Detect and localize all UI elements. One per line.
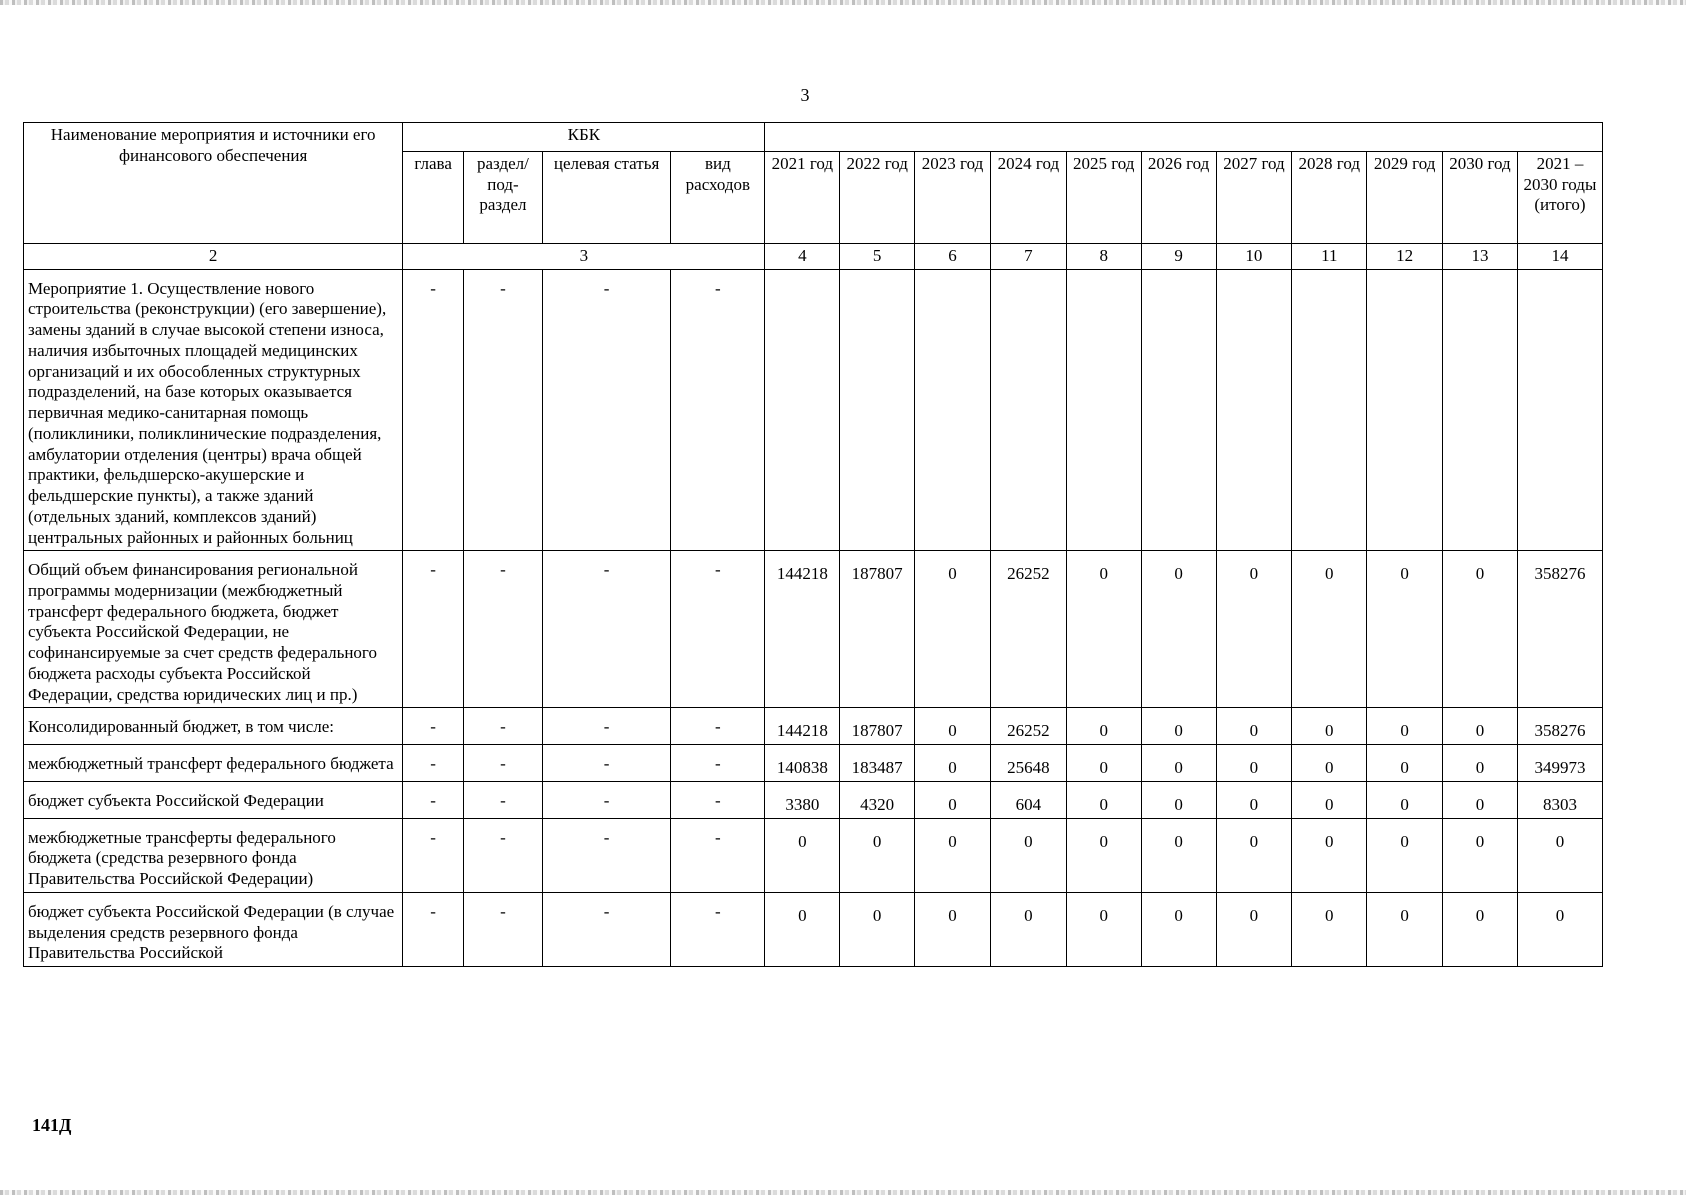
value-cell	[1367, 269, 1443, 551]
value-cell: 349973	[1517, 745, 1602, 782]
year-col-2029: 2029 год	[1367, 152, 1443, 244]
value-cell	[915, 269, 991, 551]
value-cell: 0	[1443, 818, 1518, 892]
value-cell: 4320	[840, 781, 915, 818]
value-cell: 0	[1367, 892, 1443, 966]
value-cell: 0	[1443, 781, 1518, 818]
value-cell: 144218	[765, 551, 840, 708]
row-name: межбюджетный трансферт федерального бюджета	[24, 745, 403, 782]
kbk-cell: -	[542, 818, 670, 892]
document-code: 141Д	[32, 1115, 72, 1135]
row-name: Общий объем финансирования региональной программы модернизации (межбюджетный трансферт федерального бюджета, бюджет субъекта Российской Федерации, не софинансируемые за счет средств федерального бюджета расходы субъекта Российской Федерации, средства юридических лиц и пр.)	[24, 551, 403, 708]
value-cell: 0	[765, 892, 840, 966]
column-index-row	[24, 244, 1603, 270]
year-col-2024: 2024 год	[990, 152, 1066, 244]
table-row	[24, 781, 1603, 818]
index-cell: 2	[24, 244, 403, 270]
index-cell: 14	[1517, 244, 1602, 270]
index-cell: 12	[1367, 244, 1443, 270]
kbk-cell: -	[542, 269, 670, 551]
value-cell: 0	[915, 745, 991, 782]
value-cell: 187807	[840, 708, 915, 745]
page-number: 3	[800, 85, 810, 105]
value-cell: 0	[1292, 745, 1367, 782]
value-cell: 0	[1517, 892, 1602, 966]
value-cell	[840, 269, 915, 551]
value-cell: 0	[1216, 708, 1292, 745]
index-cell: 3	[403, 244, 765, 270]
kbk-cell: -	[671, 892, 765, 966]
value-cell: 0	[915, 551, 991, 708]
row-name: бюджет субъекта Российской Федерации	[24, 781, 403, 818]
value-cell: 0	[1216, 892, 1292, 966]
header-row-1	[24, 123, 1603, 152]
kbk-cell: -	[463, 269, 542, 551]
value-cell: 0	[1066, 781, 1141, 818]
value-cell: 358276	[1517, 551, 1602, 708]
kbk-cell: -	[403, 818, 464, 892]
value-cell: 26252	[990, 708, 1066, 745]
value-cell: 0	[915, 892, 991, 966]
kbk-cell: -	[403, 708, 464, 745]
value-cell	[990, 269, 1066, 551]
value-cell	[1216, 269, 1292, 551]
year-col-2023: 2023 год	[915, 152, 991, 244]
value-cell: 0	[990, 818, 1066, 892]
index-cell: 7	[990, 244, 1066, 270]
value-cell: 26252	[990, 551, 1066, 708]
table-row	[24, 708, 1603, 745]
year-col-2027: 2027 год	[1216, 152, 1292, 244]
table-row	[24, 818, 1603, 892]
index-cell: 13	[1443, 244, 1518, 270]
kbk-cell: -	[463, 781, 542, 818]
years-group-header	[765, 123, 1603, 152]
value-cell: 0	[1367, 781, 1443, 818]
kbk-cell: -	[542, 745, 670, 782]
value-cell: 0	[1517, 818, 1602, 892]
kbk-cell: -	[671, 708, 765, 745]
kbk-cell: -	[463, 892, 542, 966]
value-cell: 0	[1141, 708, 1216, 745]
row-name: Мероприятие 1. Осуществление нового строительства (реконструкции) (его завершение), замены зданий в случае высокой степени износа, наличия избыточных площадей медицинских организаций и их обособленных структурных подразделений, на базе которых оказывается первичная медико-санитарная помощь (поликлиники, поликлинические подразделения, амбулатории отделения (центры) врача общей практики, фельдшерско-акушерские и фельдшерские пункты), а также зданий (отдельных зданий, комплексов зданий) центральных районных и районных больниц	[24, 269, 403, 551]
kbk-cell: -	[463, 708, 542, 745]
year-col-2021: 2021 год	[765, 152, 840, 244]
value-cell: 0	[990, 892, 1066, 966]
table-body	[24, 269, 1603, 966]
value-cell	[1141, 269, 1216, 551]
value-cell: 0	[1443, 745, 1518, 782]
financing-table	[23, 122, 1603, 967]
value-cell: 0	[915, 708, 991, 745]
kbk-cell: -	[671, 745, 765, 782]
year-col-2025: 2025 год	[1066, 152, 1141, 244]
value-cell: 0	[1066, 708, 1141, 745]
value-cell: 0	[1066, 818, 1141, 892]
row-name: бюджет субъекта Российской Федерации (в случае выделения средств резервного фонда Правительства Российской	[24, 892, 403, 966]
year-col-2022: 2022 год	[840, 152, 915, 244]
value-cell: 0	[1216, 745, 1292, 782]
index-cell: 8	[1066, 244, 1141, 270]
row-name: межбюджетные трансферты федерального бюджета (средства резервного фонда Правительства Российской Федерации)	[24, 818, 403, 892]
kbk-cell: -	[542, 551, 670, 708]
value-cell: 0	[1141, 892, 1216, 966]
kbk-cell: -	[671, 551, 765, 708]
value-cell: 0	[1141, 818, 1216, 892]
kbk-cell: -	[463, 818, 542, 892]
value-cell: 0	[1292, 892, 1367, 966]
kbk-cell: -	[542, 781, 670, 818]
index-cell: 5	[840, 244, 915, 270]
scan-edge-bottom	[0, 1190, 1686, 1195]
index-cell: 10	[1216, 244, 1292, 270]
value-cell: 0	[1292, 781, 1367, 818]
kbk-cell: -	[542, 892, 670, 966]
kbk-cell: -	[671, 818, 765, 892]
value-cell: 8303	[1517, 781, 1602, 818]
name-column-header: Наименование мероприятия и источники его финансового обеспечения	[24, 123, 403, 244]
value-cell: 0	[1141, 781, 1216, 818]
year-col-total: 2021 – 2030 годы (итого)	[1517, 152, 1602, 244]
index-cell: 11	[1292, 244, 1367, 270]
row-name: Консолидированный бюджет, в том числе:	[24, 708, 403, 745]
kbk-col-razdel: раздел/ под- раздел	[463, 152, 542, 244]
value-cell: 0	[1443, 708, 1518, 745]
value-cell: 0	[1367, 745, 1443, 782]
value-cell: 0	[840, 818, 915, 892]
kbk-cell: -	[403, 781, 464, 818]
value-cell: 0	[1066, 745, 1141, 782]
kbk-cell: -	[403, 551, 464, 708]
kbk-header: КБК	[403, 123, 765, 152]
value-cell: 0	[1292, 818, 1367, 892]
kbk-cell: -	[542, 708, 670, 745]
value-cell: 0	[1066, 551, 1141, 708]
kbk-cell: -	[403, 892, 464, 966]
value-cell	[1066, 269, 1141, 551]
value-cell: 0	[765, 818, 840, 892]
value-cell: 0	[1216, 818, 1292, 892]
value-cell	[1292, 269, 1367, 551]
value-cell: 0	[1367, 818, 1443, 892]
value-cell: 604	[990, 781, 1066, 818]
kbk-col-glava: глава	[403, 152, 464, 244]
value-cell: 187807	[840, 551, 915, 708]
kbk-cell: -	[463, 745, 542, 782]
value-cell: 0	[1292, 708, 1367, 745]
value-cell	[1443, 269, 1518, 551]
value-cell: 3380	[765, 781, 840, 818]
table-row	[24, 551, 1603, 708]
kbk-col-tselevaya-statya: целевая статья	[542, 152, 670, 244]
value-cell: 0	[1292, 551, 1367, 708]
table-row	[24, 269, 1603, 551]
value-cell: 0	[1367, 551, 1443, 708]
table-row	[24, 745, 1603, 782]
value-cell: 0	[1066, 892, 1141, 966]
index-cell: 9	[1141, 244, 1216, 270]
index-cell: 6	[915, 244, 991, 270]
value-cell: 0	[1216, 781, 1292, 818]
value-cell: 144218	[765, 708, 840, 745]
year-col-2030: 2030 год	[1443, 152, 1518, 244]
kbk-cell: -	[403, 269, 464, 551]
value-cell: 358276	[1517, 708, 1602, 745]
value-cell: 0	[1141, 551, 1216, 708]
value-cell: 0	[915, 818, 991, 892]
value-cell	[765, 269, 840, 551]
index-cell: 4	[765, 244, 840, 270]
kbk-cell: -	[403, 745, 464, 782]
table-row	[24, 892, 1603, 966]
value-cell	[1517, 269, 1602, 551]
kbk-cell: -	[463, 551, 542, 708]
value-cell: 0	[1443, 892, 1518, 966]
kbk-col-vid-raskhodov: вид расходов	[671, 152, 765, 244]
value-cell: 0	[1216, 551, 1292, 708]
scan-edge-top	[0, 0, 1686, 5]
value-cell: 25648	[990, 745, 1066, 782]
value-cell: 0	[915, 781, 991, 818]
value-cell: 0	[840, 892, 915, 966]
value-cell: 0	[1443, 551, 1518, 708]
kbk-cell: -	[671, 781, 765, 818]
value-cell: 0	[1141, 745, 1216, 782]
value-cell: 183487	[840, 745, 915, 782]
year-col-2028: 2028 год	[1292, 152, 1367, 244]
value-cell: 0	[1367, 708, 1443, 745]
kbk-cell: -	[671, 269, 765, 551]
year-col-2026: 2026 год	[1141, 152, 1216, 244]
value-cell: 140838	[765, 745, 840, 782]
